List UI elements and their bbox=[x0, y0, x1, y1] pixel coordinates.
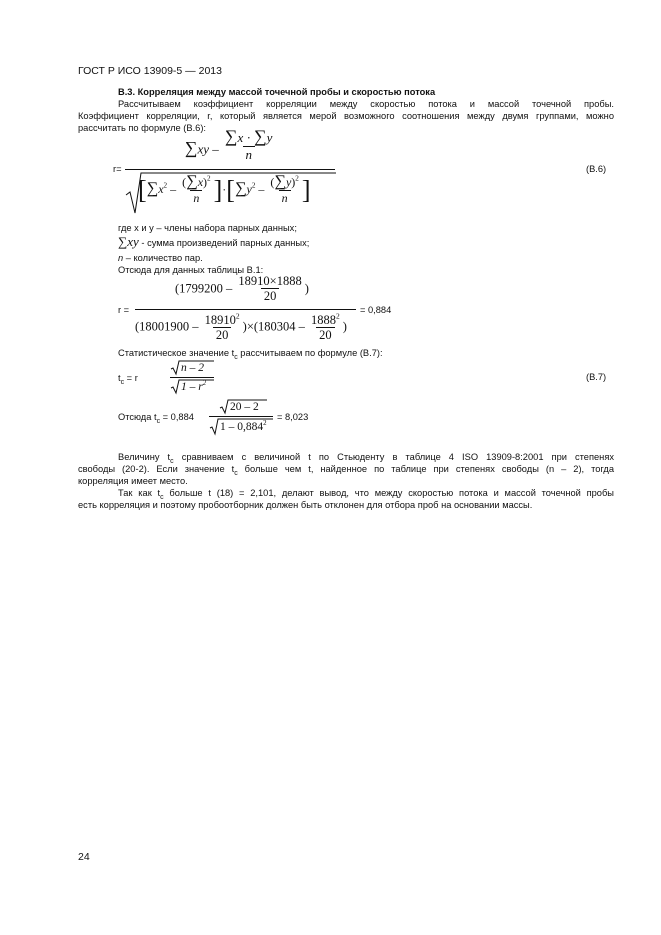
calc-t-denominator: 1 – 0,884$^2$ bbox=[220, 419, 267, 433]
paragraph-1-line-1: Величину $t_c$ сравниваем с величиной t по Стьюденту в таблице 4 ISO 13909-8:2001 при степенях bbox=[118, 452, 615, 465]
formula-b6-label: (B.6) bbox=[586, 164, 607, 174]
formula-b6-numerator: ∑xy – $\frac{\sum x \cdot \sum y}{n}$ bbox=[185, 126, 273, 162]
intro-line-2: Коэффициент корреляции, r, который является мерой возможного соотношения между двумя группами, можно bbox=[78, 111, 614, 121]
statistic-intro: Статистическое значение $t_c$ рассчитываем по формуле (B.7): bbox=[118, 348, 383, 361]
definition-x-y: где x и y – члены набора парных данных; bbox=[118, 223, 297, 233]
formula-b6-lhs: r= bbox=[113, 164, 122, 174]
formula-b7-numerator: n – 2 bbox=[181, 362, 204, 374]
calc-r-lhs: r = bbox=[118, 305, 130, 315]
paragraph-1-line-2: свободы (20-2). Если значение $t_c$ больше чем t, найденное по таблице при степенях свободы (n – 2), тогда bbox=[78, 464, 614, 477]
formula-b6-denominator: [$\sum x^2$ – $\frac{(\sum x)^2}{n}$ ]$\cdot[\sum y^2$ – $\frac{(\sum y)^2}{n}$ ] bbox=[138, 172, 311, 205]
calc-r-denominator: (18001900 – $\frac{18910^2}{20}$ )×(180304 – $\frac{1888^2}{20}$ ) bbox=[135, 311, 347, 342]
intro-line-1: Рассчитываем коэффициент корреляции между скоростью потока и массой точечной пробы. bbox=[118, 99, 614, 109]
paragraph-2-line-1: Так как $t_c$ больше t (18) = 2,101, делают вывод, что между скоростью потока и массой точечной пробы bbox=[118, 488, 614, 501]
calc-t-numerator: 20 – 2 bbox=[230, 401, 259, 413]
formula-b7-lhs: $t_c = r$ bbox=[118, 373, 138, 386]
calc-r-numerator: (1799200 – $\frac{18910\times 1888}{20}$ ) bbox=[175, 274, 309, 303]
intro-line-3: рассчитать по формуле (B.6): bbox=[78, 123, 206, 133]
calc-t-bar bbox=[209, 416, 273, 417]
calc-r-result: = 0,884 bbox=[360, 305, 392, 315]
formula-b7-bar bbox=[170, 377, 214, 378]
calc-t-result: = 8,023 bbox=[277, 412, 309, 422]
definition-n: n – количество пар. bbox=[118, 253, 203, 263]
paragraph-2-line-2: есть корреляция и поэтому пробоотборник должен быть отклонен для отбора проб на основании массы. bbox=[78, 500, 533, 510]
formula-b6-main-bar bbox=[125, 169, 335, 170]
definition-sum-xy: ∑xy - сумма произведений парных данных; bbox=[118, 234, 310, 249]
section-title: В.3. Корреляция между массой точечной пробы и скоростью потока bbox=[118, 87, 436, 97]
formula-b7-label: (B.7) bbox=[586, 372, 607, 382]
calc-r-bar bbox=[135, 309, 356, 310]
paragraph-1-line-3: корреляция имеет место. bbox=[78, 476, 188, 486]
document-header: ГОСТ Р ИСО 13909-5 — 2013 bbox=[78, 65, 222, 77]
formula-b7-denominator: $1 - r^2$ bbox=[181, 379, 207, 393]
calc-t-prefix: Отсюда $t_c = 0,884$ bbox=[118, 412, 194, 425]
page-number: 24 bbox=[78, 851, 90, 863]
table-b1-intro: Отсюда для данных таблицы B.1: bbox=[118, 265, 264, 275]
